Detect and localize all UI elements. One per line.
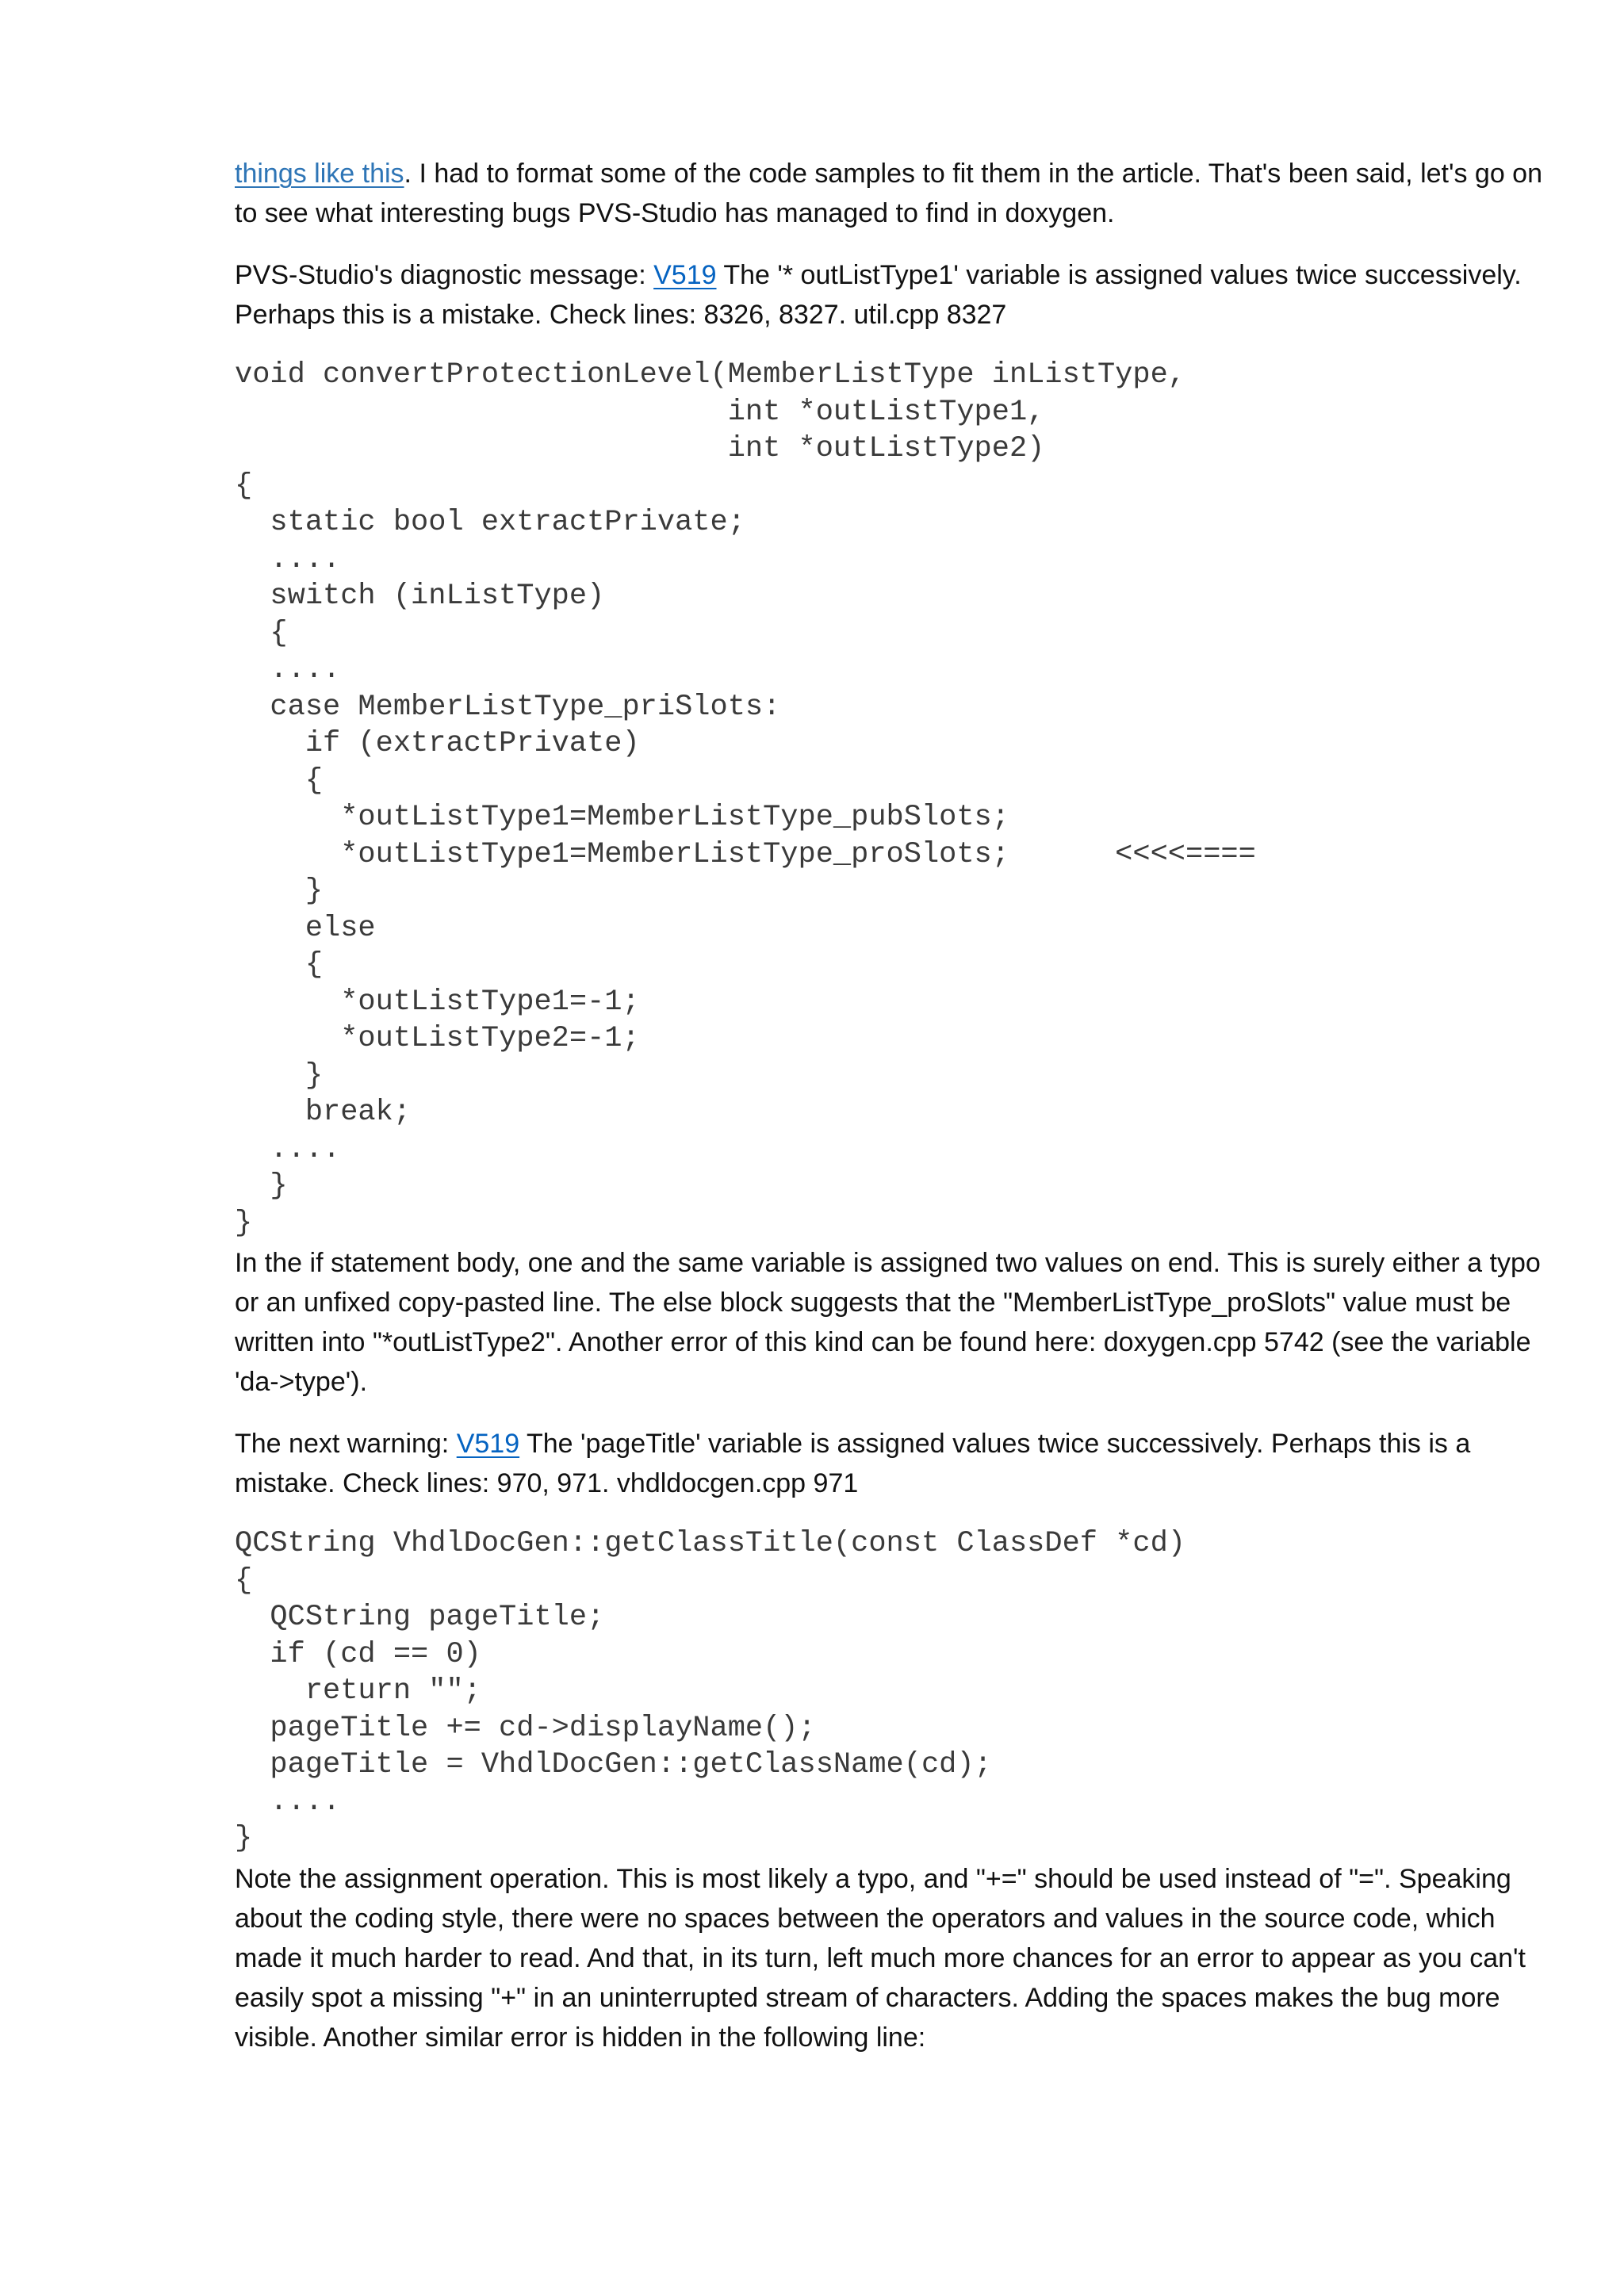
warning-paragraph-1 [235, 255, 1551, 335]
explanation-paragraph-2: Note the assignment operation. This is most likely a typo, and "+=" should be used instead of "=". Speaking about the coding style, there were no spaces between the operators and values in the source code, which made it much harder to read. And that, in its turn, left much more chances for an error to appear as you can't easily spot a missing "+" in an uninterrupted stream of characters. Adding the spaces makes the bug more visible. Another similar error is hidden in the following line: [235, 1863, 1526, 2053]
intro-paragraph [235, 154, 1551, 233]
warning-2-prefix: The next warning: [235, 1429, 457, 1459]
code-block-2 [235, 1525, 1551, 1858]
warning-1-text: The '* outListType1' variable is assigned values twice successively. Perhaps this is a mistake. Check lines: 8326, 8327. util.cpp 8327 [235, 260, 1522, 330]
things-like-this-link[interactable]: things like this [235, 159, 404, 189]
warning-1-prefix: PVS-Studio's diagnostic message: [235, 260, 654, 290]
code-block-1 [235, 357, 1551, 1242]
v519-link-2[interactable]: V519 [456, 1429, 520, 1459]
explanation-paragraph-1: In the if statement body, one and the same variable is assigned two values on end. This is surely either a typo or an unfixed copy-pasted line. The else block suggests that the "MemberListType_proSlots" value must be written into "*outListType2". Another error of this kind can be found here: doxygen.cpp 5742 (see the variable 'da->type'). [235, 1248, 1541, 1397]
warning-paragraph-2 [235, 1424, 1551, 1503]
code-listing-convert-protection-level: void convertProtectionLevel(MemberListType inListType, int *outListType1, int *outListType2) { static bool extractPrivate; .... switch (inListType) { .... case MemberListType_priSlots: if (extractPrivate) { *outListType1=MemberListType_pubSlots; *outListType1=MemberListType_proSlots; <<<<==== } else { *outListType1=-1; *outListType2=-1; } break; .... } } [235, 358, 1256, 1240]
warning-2-text: The 'pageTitle' variable is assigned values twice successively. Perhaps this is a mistake. Check lines: 970, 971. vhdldocgen.cpp 971 [235, 1429, 1471, 1498]
code-listing-get-class-title: QCString VhdlDocGen::getClassTitle(const ClassDef *cd) { QCString pageTitle; if (cd == 0) return ""; pageTitle += cd->displayName(); pageTitle = VhdlDocGen::getClassName(cd); .... } [235, 1527, 1185, 1855]
article-body [235, 154, 1551, 2080]
intro-text: . I had to format some of the code samples to fit them in the article. That's been said, let's go on to see what interesting bugs PVS-Studio has managed to find in doxygen. [235, 159, 1543, 228]
v519-link-1[interactable]: V519 [653, 260, 717, 290]
